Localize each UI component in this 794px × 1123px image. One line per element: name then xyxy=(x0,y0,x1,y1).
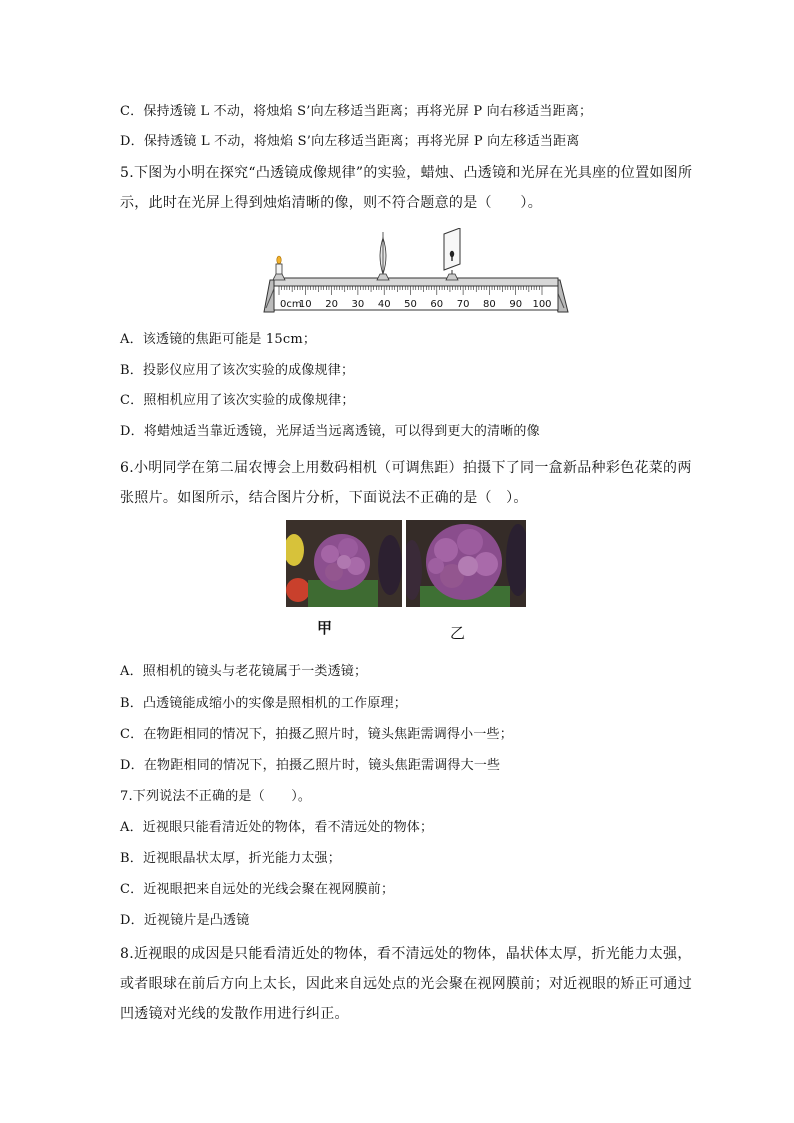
caption-yi: 乙 xyxy=(450,624,466,642)
q5-option-d: D．将蜡烛适当靠近透镜，光屏适当远离透镜，可以得到更大的清晰的像 xyxy=(120,424,540,439)
q5-option-c: C．照相机应用了该次实验的成像规律； xyxy=(120,393,355,408)
q7-option-c: C．近视眼把来自远处的光线会聚在视网膜前； xyxy=(120,882,395,897)
q6-option-d: D．在物距相同的情况下，拍摄乙照片时，镜头焦距需调得大一些 xyxy=(120,758,501,773)
q4-option-c: C．保持透镜 L 不动，将烛焰 S’向左移适当距离；再将光屏 P 向右移适当距离； xyxy=(120,104,593,119)
q5-option-b: B．投影仪应用了该次实验的成像规律； xyxy=(120,363,355,378)
convex-lens xyxy=(377,232,389,280)
ruler-label: 50 xyxy=(404,299,417,310)
ruler-label: 100 xyxy=(532,299,552,310)
candle xyxy=(273,256,285,280)
q6-stem: 6.小明同学在第二届农博会上用数码相机（可调焦距）拍摄下了同一盒新品种彩色花菜的两张照片。如图所示，结合图片分析，下面说法不正确的是（ ）。 xyxy=(120,460,692,506)
ruler-label: 90 xyxy=(509,299,523,310)
optical-bench-figure xyxy=(262,228,572,318)
q4-option-d: D．保持透镜 L 不动，将烛焰 S’向左移适当距离；再将光屏 P 向左移适当距离 xyxy=(120,134,580,149)
ruler-label: 20 xyxy=(325,299,338,310)
ruler-label: 60 xyxy=(430,299,444,310)
q5-stem: 5.下图为小明在探究“凸透镜成像规律”的实验，蜡烛、凸透镜和光屏在光具座的位置如图所示，此时在光屏上得到烛焰清晰的像，则不符合题意的是（ ）。 xyxy=(120,165,693,211)
cauliflower-photo-yi xyxy=(406,520,526,607)
q7-option-d: D．近视镜片是凸透镜 xyxy=(120,913,250,928)
ruler-label: 40 xyxy=(377,299,391,310)
light-screen xyxy=(444,228,460,280)
q7-option-b: B．近视眼晶状太厚，折光能力太强； xyxy=(120,851,341,866)
q7-stem: 7.下列说法不正确的是（ ）。 xyxy=(120,789,312,804)
q6-option-b: B．凸透镜能成缩小的实像是照相机的工作原理； xyxy=(120,696,407,711)
q8-text: 8.近视眼的成因是只能看清近处的物体，看不清远处的物体，晶状体太厚，折光能力太强，或者眼球在前后方向上太长，因此来自远处点的光会聚在视网膜前；对近视眼的矫正可通过凹透镜对光线的发散作用进行纠正。 xyxy=(120,946,692,1022)
ruler-label: 10 xyxy=(298,299,312,310)
caption-jia: 甲 xyxy=(317,619,333,637)
ruler-label: 80 xyxy=(483,299,496,310)
q6-option-c: C．在物距相同的情况下，拍摄乙照片时，镜头焦距需调得小一些； xyxy=(120,727,513,742)
q6-option-a: A．照相机的镜头与老花镜属于一类透镜； xyxy=(120,664,368,679)
q7-option-a: A．近视眼只能看清近处的物体，看不清远处的物体； xyxy=(120,820,434,835)
ruler-label: 0cm xyxy=(280,299,302,310)
cauliflower-photo-jia xyxy=(286,520,402,607)
ruler-label: 30 xyxy=(351,299,365,310)
q5-option-a: A．该透镜的焦距可能是 15cm； xyxy=(120,332,317,347)
ruler-label: 70 xyxy=(456,299,470,310)
